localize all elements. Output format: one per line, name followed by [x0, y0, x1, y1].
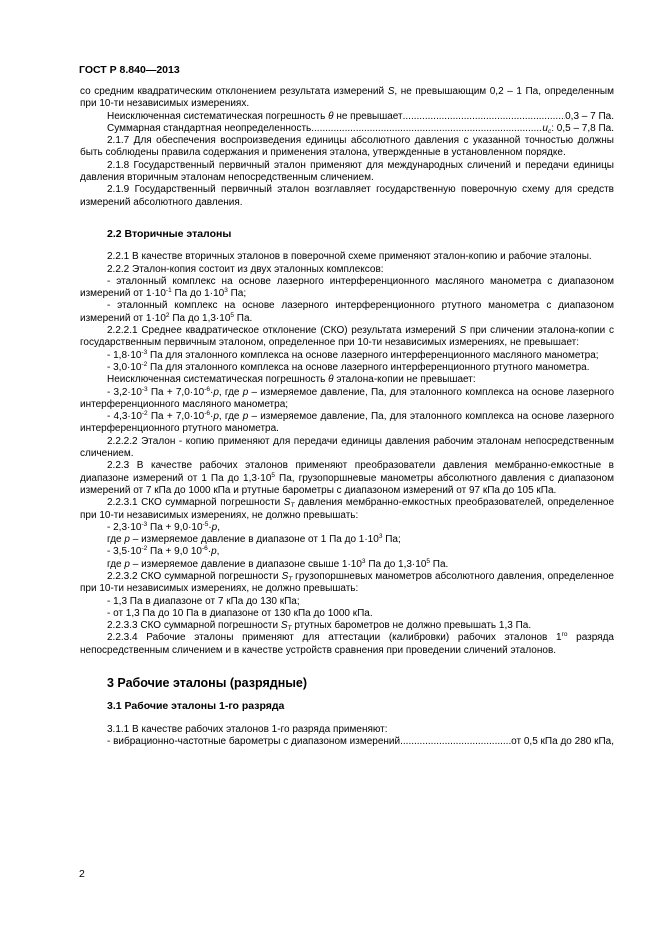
paragraph-2-2-3-1: 2.2.3.1 СКО суммарной погрешности $S_T$ давления мембранно-емкостных преобразователей, определенное при 10-ти независимых измерениях, не должно превышать: — [80, 497, 615, 521]
paragraph-2-2-1: 2.2.1 В качестве вторичных эталонов в поверочной схеме применяют эталон-копию и рабочие эталоны. — [107, 251, 592, 263]
formula-membrane-low: - $2,3\cdot 10^{-3}$ Па + $9,0\cdot 10^{-5}\cdot p$, — [107, 520, 220, 533]
paragraph-2-1-9: 2.1.9 Государственный первичный эталон возглавляет государственную поверочную схему для средств измерений абсолютного давления. — [80, 184, 614, 208]
formula-membrane-high: - $3,5\cdot 10^{-2}$ Па + 9,0 $10^{-6}\cdot p$, — [107, 545, 220, 558]
paragraph-intro: со средним квадратическим отклонением результата измерений S, не превышающим 0,2 – 1 Па, определенным при 10-ти независимых измерениях. — [80, 86, 614, 110]
document-header: ГОСТ Р 8.840—2013 — [79, 64, 180, 76]
leader-line-uncertainty: Суммарная стандартная неопределенность ..... $u_c$: 0,5 – 7,8 Па. — [80, 123, 614, 135]
paragraph-2-2-2-1: 2.2.2.1 Среднее квадратическое отклонение (СКО) результата измерений S при сличении эталона-копии с государственным первичным эталоном, определенное при 10-ти независимых измерениях, не превышает: — [80, 325, 614, 349]
list-item-nsp-oil: - $3,2\cdot 10^{-3}$ Па + $7,0\cdot 10^{-6}\cdot p$, где p – измеряемое давление, Па, для эталонного комплекса на основе лазерного интерференционного масляного манометра; — [80, 385, 615, 410]
paragraph-2-2-3-4: 2.2.3.4 Рабочие эталоны применяют для аттестации (калибровки) рабочих эталонов $1^{го}$ разряда непосредственным сличением и в качестве устройств сравнения при проведении сличений эталонов. — [80, 631, 614, 656]
list-item-piston-low: - 1,3 Па в диапазоне от 7 кПа до 130 кПа; — [107, 595, 300, 607]
page-number: 2 — [79, 868, 85, 880]
paragraph-nsp-copy: Неисключенная систематическая погрешность θ эталона-копии не превышает: — [107, 374, 476, 386]
heading-2-2: 2.2 Вторичные эталоны — [107, 227, 232, 240]
paragraph-2-2-3-2: 2.2.3.2 СКО суммарной погрешности $S_T$ грузопоршневых манометров абсолютного давления, определенное при 10-ти независимых измерениях, не должно превышать: — [80, 570, 614, 595]
formula-note-high: где p – измеряемое давление в диапазоне свыше $1\cdot 10^3$ Па до $1,3\cdot 10^5$ Па. — [107, 557, 449, 570]
list-item-complex-oil: - эталонный комплекс на основе лазерного интерференционного масляного манометра с диапазоном измерений от $1\cdot 10^{-1}$ Па до $1\cdot 10^3$ Па; — [80, 275, 614, 300]
paragraph-2-2-3: 2.2.3 В качестве рабочих эталонов применяют преобразователи давления мембранно-емкостные в диапазоне измерений от 1 Па до $1,3\cdot 10^5$ Па, грузопоршневые манометры абсолютного давления с диапазоном измерений от 7 кПа до 1000 кПа и ртутные барометры с диапазоном измерений от 97 кПа до 105 кПа. — [80, 460, 615, 496]
leader-line-nsp: Неисключенная систематическая погрешность θ не превышает ..... 0,3 – 7 Па. — [80, 111, 614, 123]
heading-3-1: 3.1 Рабочие эталоны 1-го разряда — [107, 700, 285, 713]
list-item-sko-oil: - $1,8\cdot 10^{-3}$ Па для эталонного комплекса на основе лазерного интерференционного масляного манометра; — [107, 348, 599, 361]
paragraph-2-1-7: 2.1.7 Для обеспечения воспроизведения единицы абсолютного давления с указанной точностью должны быть соблюдены правила содержания и применения эталона, утвержденные в установленном порядке. — [80, 135, 614, 159]
paragraph-2-2-2: 2.2.2 Эталон-копия состоит из двух эталонных комплексов: — [107, 263, 384, 275]
paragraph-2-2-3-3: 2.2.3.3 СКО суммарной погрешности $S_T$ ртутных барометров не должно превышать 1,3 Па. — [107, 620, 532, 633]
list-item-sko-mercury: - $3,0\cdot 10^{-2}$ Па для эталонного комплекса на основе лазерного интерференционного ртутного манометра. — [107, 360, 590, 373]
list-item-nsp-mercury: - $4,3\cdot 10^{-2}$ Па + $7,0\cdot 10^{-6}\cdot p$, где p – измеряемое давление, Па, для эталонного комплекса на основе лазерного интерференционного ртутного манометра. — [80, 410, 615, 435]
list-item-complex-mercury: - эталонный комплекс на основе лазерного интерференционного ртутного манометра с диапазоном измерений от $1\cdot 10^2$ Па до $1,3\cdot 10^5$ Па. — [80, 300, 614, 324]
leader-line-vibration: - вибрационно-частотные барометры с диапазоном измерений ..... от 0,5 кПа до 280 кПа, — [80, 736, 614, 748]
paragraph-3-1-1: 3.1.1 В качестве рабочих эталонов 1-го разряда применяют: — [107, 723, 388, 735]
document-body — [80, 86, 614, 748]
heading-3: 3 Рабочие эталоны (разрядные) — [107, 676, 308, 691]
list-item-piston-high: - от 1,3 Па до 10 Па в диапазоне от 130 кПа до 1000 кПа. — [107, 607, 373, 619]
paragraph-2-2-2-2: 2.2.2.2 Эталон - копию применяют для передачи единицы давления рабочим эталонам непосредственным сличением. — [80, 435, 614, 460]
formula-note-low: где p – измеряемое давление в диапазоне от 1 Па до $1\cdot 10^3$ Па; — [107, 533, 401, 546]
paragraph-2-1-8: 2.1.8 Государственный первичный эталон применяют для международных сличений и передачи единицы давления вторичным эталонам непосредственным сличением. — [80, 159, 614, 184]
